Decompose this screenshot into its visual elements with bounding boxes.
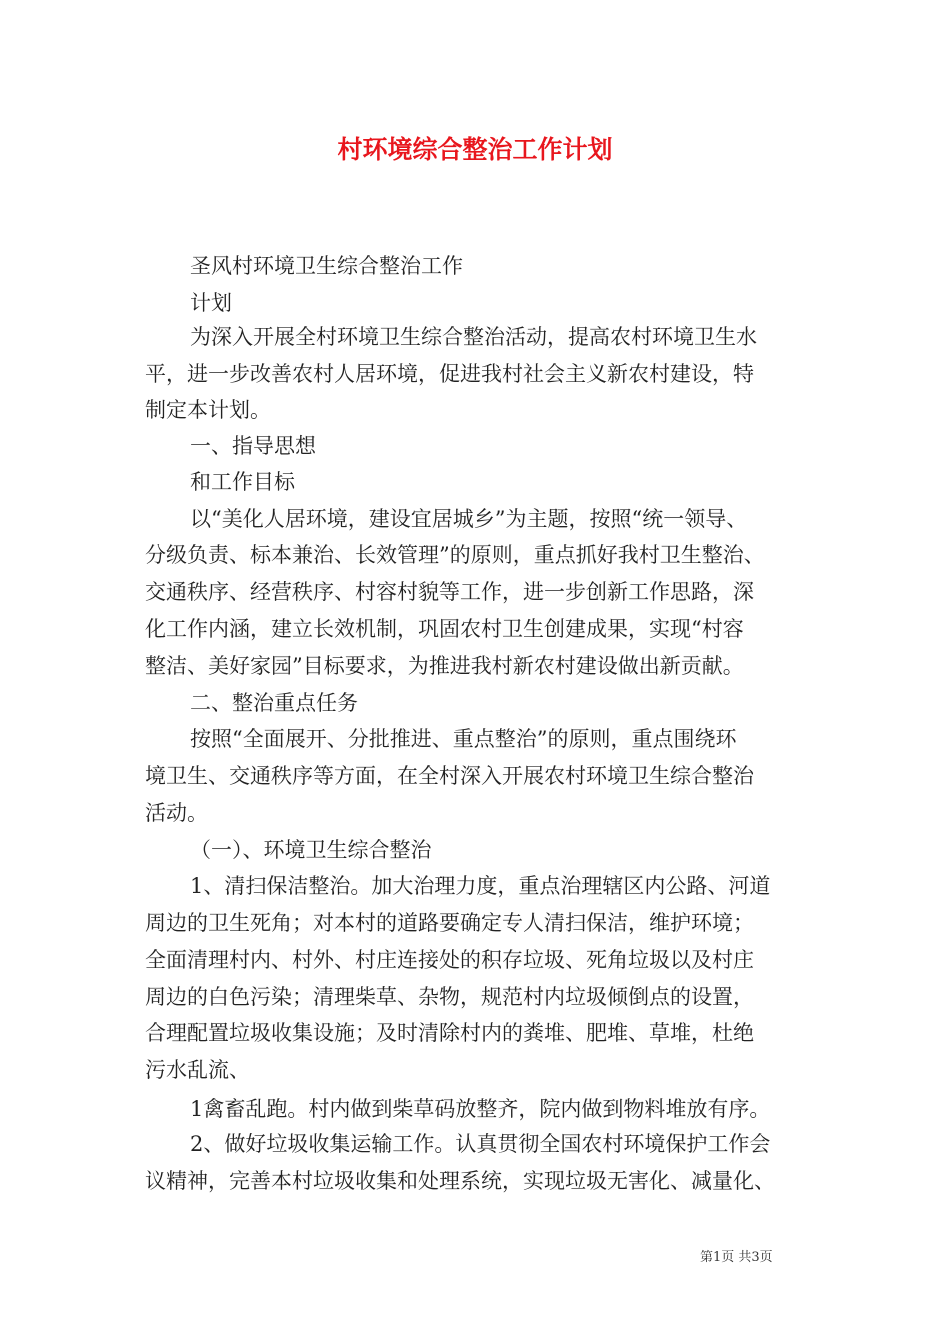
body-line: 合理配置垃圾收集设施；及时清除村内的粪堆、肥堆、草堆，杜绝: [145, 1021, 754, 1045]
section-heading: 和工作目标: [190, 470, 295, 494]
section-heading: 二、整治重点任务: [190, 691, 358, 715]
body-line: 交通秩序、经营秩序、村容村貌等工作，进一步创新工作思路，深: [145, 580, 754, 604]
body-line: 计划: [190, 291, 232, 315]
body-line: 活动。: [145, 801, 208, 825]
body-line: 按照“全面展开、分批推进、重点整治”的原则，重点围绕环: [190, 727, 737, 751]
body-line: 分级负责、标本兼治、长效管理”的原则，重点抓好我村卫生整治、: [145, 543, 765, 567]
body-line: 制定本计划。: [145, 398, 271, 422]
body-line: 议精神，完善本村垃圾收集和处理系统，实现垃圾无害化、减量化、: [145, 1169, 775, 1193]
body-line: 圣风村环境卫生综合整治工作: [190, 254, 463, 278]
body-line: 整洁、美好家园”目标要求，为推进我村新农村建设做出新贡献。: [145, 654, 744, 678]
body-line: 为深入开展全村环境卫生综合整治活动，提高农村环境卫生水: [190, 325, 757, 349]
body-line: 污水乱流、: [145, 1058, 250, 1082]
body-line: 化工作内涵，建立长效机制，巩固农村卫生创建成果，实现“村容: [145, 617, 744, 641]
body-line: 周边的白色污染；清理柴草、杂物，规范村内垃圾倾倒点的设置，: [145, 985, 754, 1009]
document-title: 村环境综合整治工作计划: [337, 135, 613, 164]
subsection-heading: （一）、环境卫生综合整治: [190, 838, 432, 862]
section-heading: 一、指导思想: [190, 434, 316, 458]
body-line: 全面清理村内、村外、村庄连接处的积存垃圾、死角垃圾以及村庄: [145, 948, 754, 972]
body-line: 平，进一步改善农村人居环境，促进我村社会主义新农村建设，特: [145, 362, 754, 386]
body-line: 2、做好垃圾收集运输工作。认真贯彻全国农村环境保护工作会: [190, 1132, 771, 1156]
body-line: 1、清扫保洁整治。加大治理力度，重点治理辖区内公路、河道: [190, 874, 771, 898]
page-number: 第1页 共3页: [700, 1250, 773, 1265]
body-line: 1禽畜乱跑。村内做到柴草码放整齐，院内做到物料堆放有序。: [190, 1097, 771, 1121]
body-line: 周边的卫生死角；对本村的道路要确定专人清扫保洁，维护环境；: [145, 911, 754, 935]
body-line: 境卫生、交通秩序等方面，在全村深入开展农村环境卫生综合整治: [145, 764, 754, 788]
body-line: 以“美化人居环境，建设宜居城乡”为主题，按照“统一领导、: [190, 507, 748, 531]
